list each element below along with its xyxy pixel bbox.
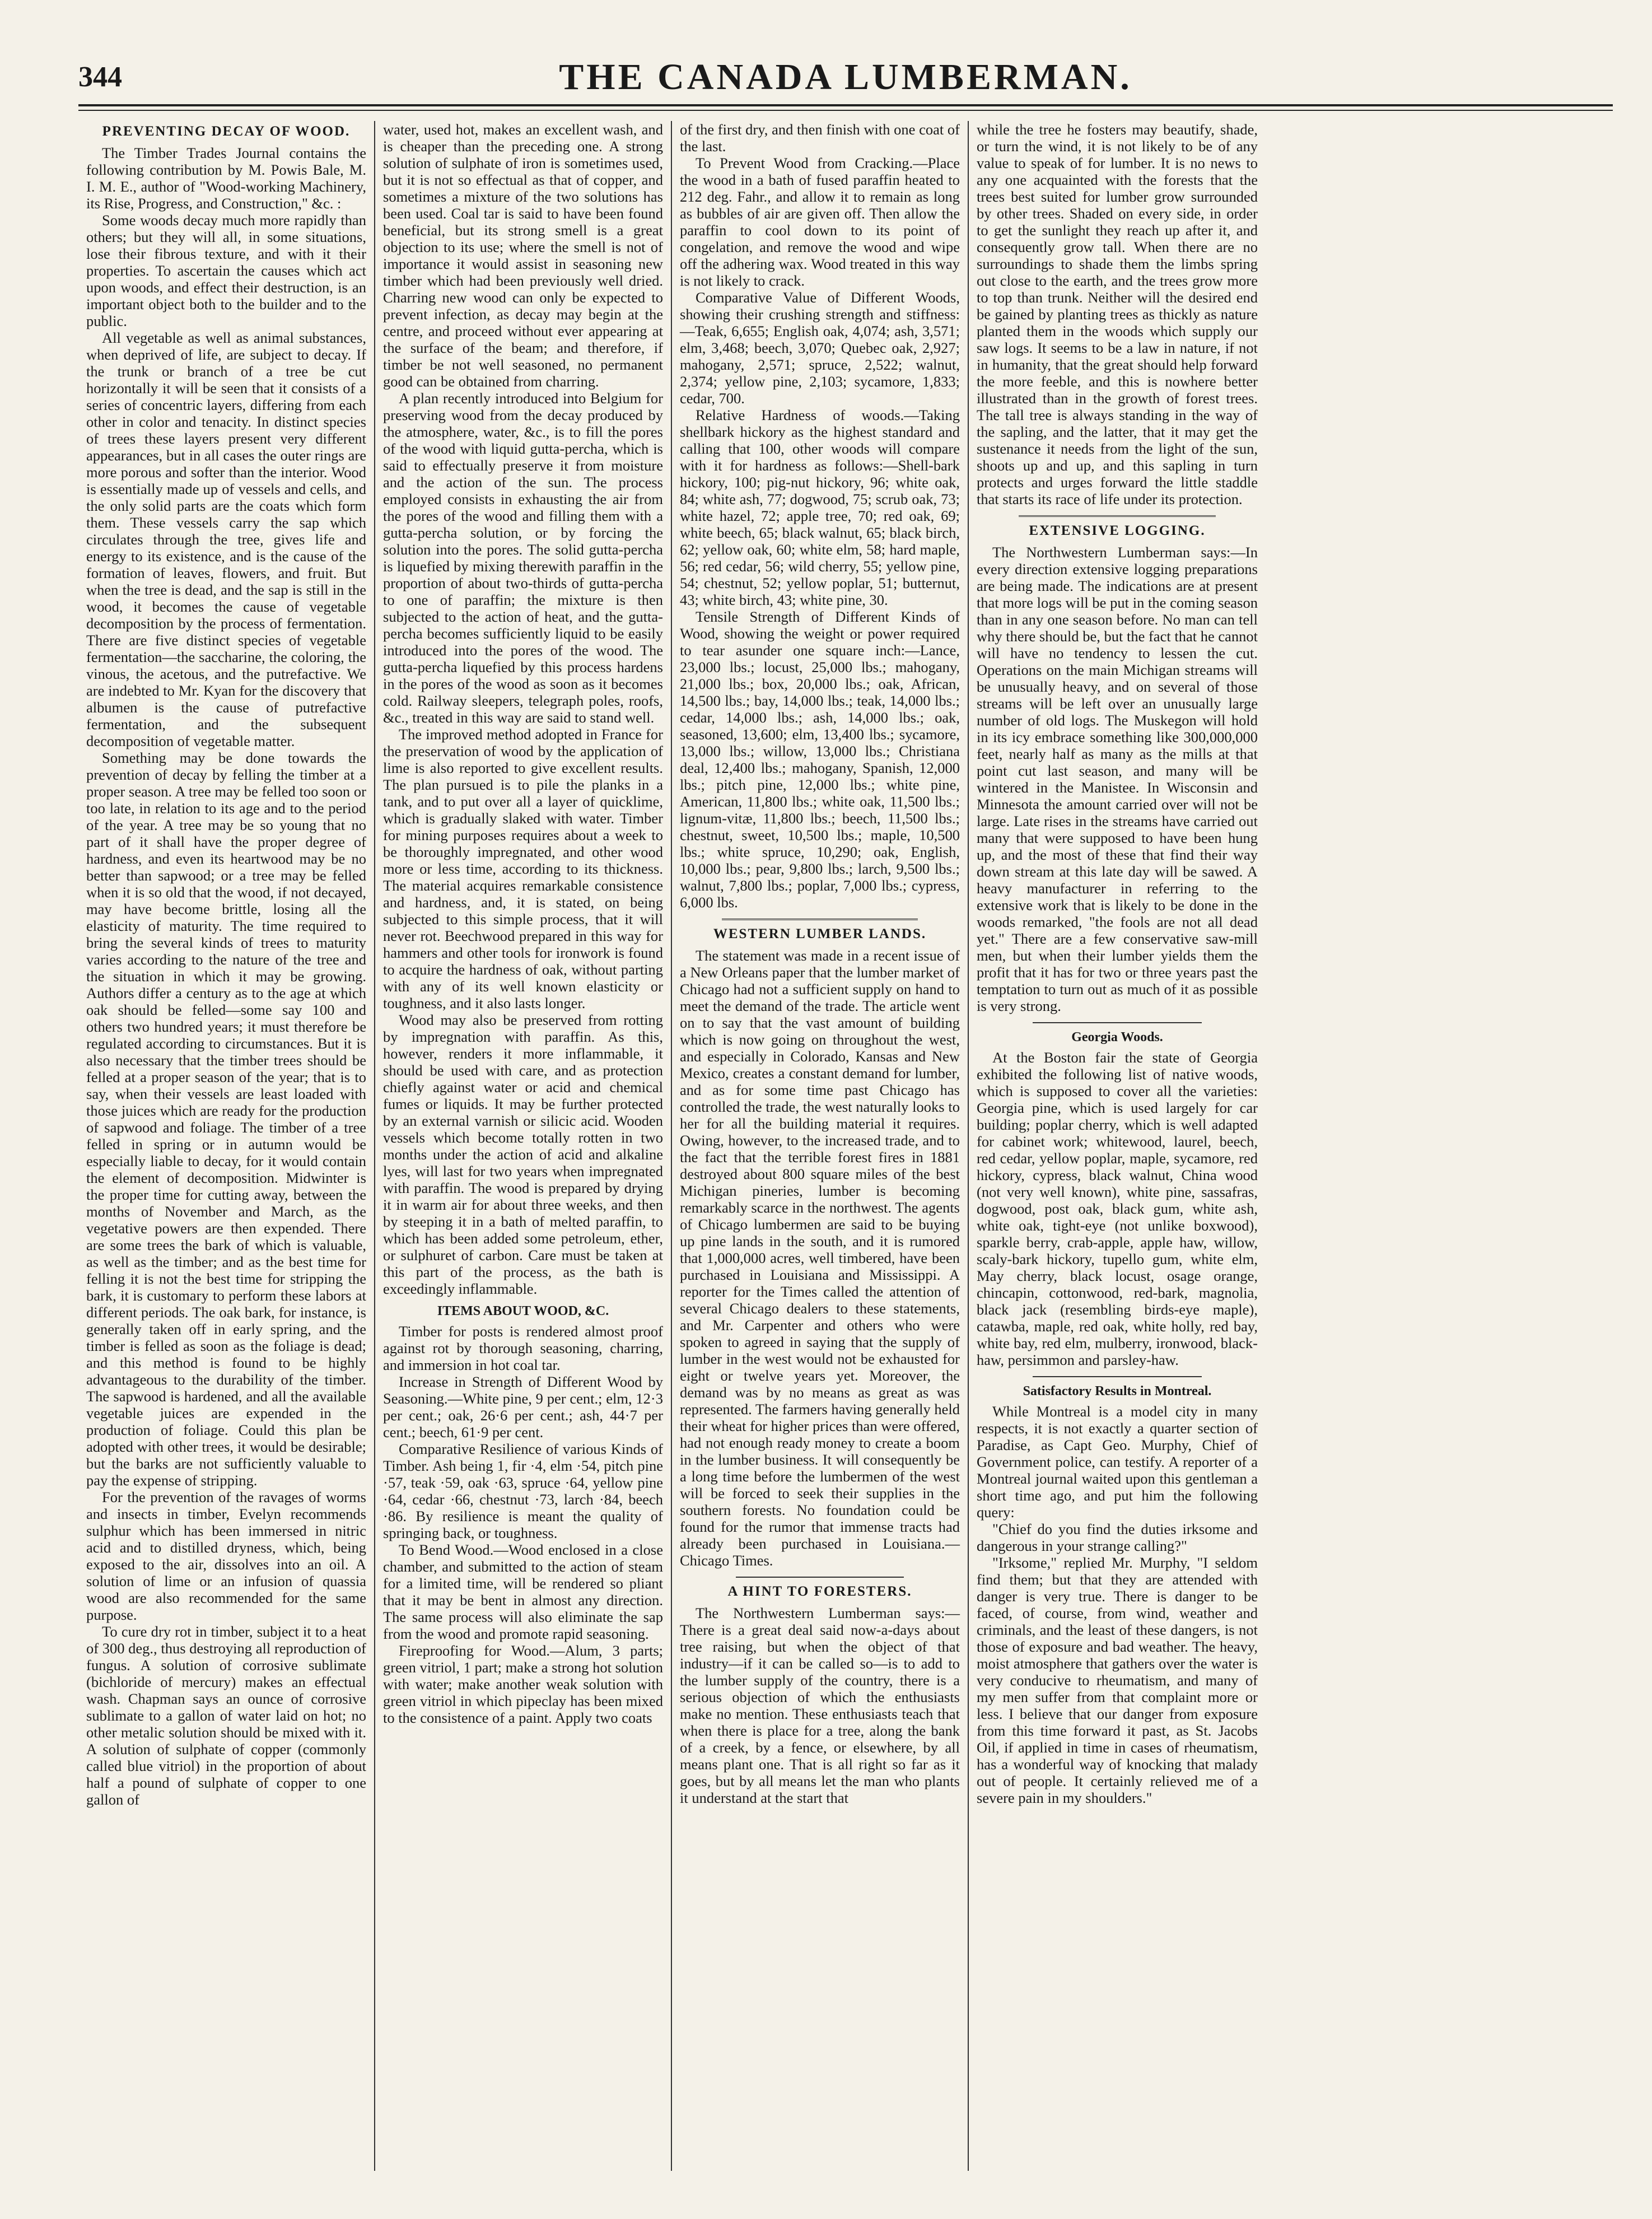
paragraph: The Northwestern Lumberman says:—There is a great deal said now-a-days about tree raising, but when the object of that industry—if it can be called so—is to add to the lumber supply of the country, there is a serious objection of which the enthusiasts make no mention. These enthusiasts teach that when there is place for a tree, along the bank of a creek, by a fence, or elsewhere, by all means plant one. That is all right so far as it goes, but by all means let the man who plants it understand at the start that (680, 1605, 960, 1806)
paragraph: The Timber Trades Journal contains the following contribution by M. Powis Bale, M. I. M. E., author of "Wood-working Machinery, its Rise, Progress, and Construction," &c. : (86, 144, 366, 212)
subhead-items-about-wood: ITEMS ABOUT WOOD, &C. (437, 1304, 609, 1318)
paragraph: Increase in Strength of Different Wood by Seasoning.—White pine, 9 per cent.; elm, 12·3 per cent.; oak, 26·6 per cent.; ash, 44·7 per cent.; beech, 61·9 per cent. (383, 1373, 663, 1441)
column-2 (375, 121, 672, 2171)
paragraph: Relative Hardness of woods.—Taking shellbark hickory as the highest standard and calling that 100, other woods will compare with it for hardness as follows:—Shell-bark hickory, 100; pig-nut hickory, 96; white oak, 84; white ash, 77; dogwood, 75; scrub oak, 73; white hazel, 72; apple tree, 70; red oak, 69; white beech, 65; black walnut, 65; black birch, 62; yellow oak, 60; white elm, 58; hard maple, 56; red cedar, 56; wild cherry, 55; yellow pine, 54; chestnut, 52; yellow poplar, 51; butternut, 43; white birch, 43; white pine, 30. (680, 407, 960, 608)
paragraph: Some woods decay much more rapidly than others; but they will all, in some situations, lose their fibrous texture, and with it their properties. To ascertain the causes which act upon woods, and effect their destruction, is an important object both to the builder and to the public. (86, 212, 366, 329)
article-columns (78, 121, 1613, 2171)
page-number: 344 (78, 61, 122, 93)
section-divider (1033, 1022, 1201, 1023)
paragraph: While Montreal is a model city in many respects, it is not exactly a quarter section of Paradise, as Capt Geo. Murphy, Chief of Government police, can testify. A reporter of a Montreal journal waited upon this gentleman a short time ago, and put him the following query: (977, 1403, 1258, 1521)
paragraph: of the first dry, and then finish with one coat of the last. (680, 121, 960, 155)
headline-extensive-logging: EXTENSIVE LOGGING. (1029, 523, 1206, 538)
paragraph: Timber for posts is rendered almost proof against rot by thorough seasoning, charring, and immersion in hot coal tar. (383, 1323, 663, 1373)
paragraph: To Bend Wood.—Wood enclosed in a close chamber, and submitted to the action of steam for a limited time, will be rendered so pliant that it may be bent in almost any direction. The same process will also eliminate the sap from the wood and promote rapid seasoning. (383, 1541, 663, 1642)
paragraph: A plan recently introduced into Belgium for preserving wood from the decay produced by the atmosphere, water, &c., is to fill the pores of the wood with liquid gutta-percha, which is said to effectually preserve it from moisture and the action of the sun. The process employed consists in exhausting the air from the pores of the wood and filling them with a gutta-percha solution, or by forcing the solution into the pores. The solid gutta-percha is liquefied by mixing therewith paraffin in the proportion of about two-thirds of gutta-percha to one of paraffin; the mixture is then subjected to the action of heat, and the gutta-percha becomes sufficiently liquid to be easily introduced into the pores of the wood. The gutta-percha liquefied by this process hardens in the pores of the wood as soon as it becomes cold. Railway sleepers, telegraph poles, roofs, &c., treated in this way are said to stand well. (383, 390, 663, 726)
paragraph: Wood may also be preserved from rotting by impregnation with paraffin. As this, however, renders it more inflammable, it should be used with care, and as protection chiefly against water or acid and chemical fumes or liquids. It may be further protected by an external varnish or silicic acid. Wooden vessels which become totally rotten in two months under the action of acid and alkaline lyes, will last for two years when impregnated with paraffin. The wood is prepared by drying it in warm air for about three weeks, and then by steeping it in a bath of melted paraffin, to which has been added some petroleum, ether, or sulphuret of carbon. Care must be taken at this part of the process, as the bath is exceedingly inflammable. (383, 1011, 663, 1297)
paragraph: All vegetable as well as animal substances, when deprived of life, are subject to decay. If the trunk or branch of a tree be cut horizontally it will be seen that it consists of a series of concentric layers, differing from each other in color and tenacity. In distinct species of trees these layers present very different appearances, but in all cases the outer rings are more porous and softer than the interior. Wood is essentially made up of vessels and cells, and the only solid parts are the coats which form them. These vessels carry the sap which circulates through the tree, gives life and energy to its existence, and is the cause of the formation of leaves, flowers, and fruit. But when the tree is dead, and the sap is still in the wood, it becomes the cause of vegetable decomposition by the process of fermentation. There are five distinct species of vegetable fermentation—the saccharine, the coloring, the vinous, the acetous, and the putrefactive. We are indebted to Mr. Kyan for the discovery that albumen is the cause of putrefactive fermentation, and the subsequent decomposition of vegetable matter. (86, 329, 366, 749)
paragraph: The improved method adopted in France for the preservation of wood by the application of lime is also reported to give excellent results. The plan pursued is to pile the planks in a tank, and to put over all a layer of quicklime, which is gradually slaked with water. Timber for mining purposes requires about a week to be thoroughly impregnated, and other wood more or less time, according to its thickness. The material acquires remarkable consistence and hardness, and, it is stated, on being subjected to this simple process, that it will never rot. Beechwood prepared in this way for hammers and other tools for ironwork is found to acquire the hardness of oak, without parting with any of its well known elasticity or toughness, and it also lasts longer. (383, 726, 663, 1011)
headline-western-lumber-lands: WESTERN LUMBER LANDS. (713, 926, 927, 941)
paragraph: The Northwestern Lumberman says:—In every direction extensive logging preparations are being made. The indications are at present that more logs will be put in the coming season than in any one season before. No man can tell why there should be, but the fact that he cannot will have no tendency to lessen the cut. Operations on the main Michigan streams will be unusually heavy, and on several of those streams will be left over an unusually large number of old logs. The Muskegon will hold in its icy embrace something like 300,000,000 feet, nearly half as many as the mills at that point cut last season, and many will be wintered in the Manistee. In Wisconsin and Minnesota the amount carried over will not be large. Late rises in the streams have carried out many that were supposed to have been hung up, and the most of these that find their way down stream at this late day will be sawed. A heavy manufacturer in referring to the extensive work that is likely to be done in the woods remarked, "the fools are not all dead yet." There are a few conservative saw-mill men, but when their lumber yields them the profit that it has for two or three years past the temptation to turn out as much of it as possible is very strong. (977, 544, 1258, 1014)
paragraph: To Prevent Wood from Cracking.—Place the wood in a bath of fused paraffin heated to 212 deg. Fahr., and allow it to remain as long as bubbles of air are given off. Then allow the paraffin to cool down to its point of congelation, and remove the wood and wipe off the adhering wax. Wood treated in this way is not likely to crack. (680, 155, 960, 289)
paragraph: Comparative Resilience of various Kinds of Timber. Ash being 1, fir ·4, elm ·54, pitch pine ·57, teak ·59, oak ·63, spruce ·64, yellow pine ·64, cedar ·66, chestnut ·73, larch ·84, beech ·86. By resilience is meant the quality of springing back, or toughness. (383, 1441, 663, 1541)
masthead-rule (78, 104, 1613, 111)
column-3 (672, 121, 969, 2171)
paragraph: water, used hot, makes an excellent wash, and is cheaper than the preceding one. A strong solution of sulphate of iron is sometimes used, but it is not so effectual as that of copper, and sometimes a mixture of the two solutions has been used. Coal tar is said to have been found beneficial, but its strong smell is a great objection to its use; where the smell is not of importance it would assist in seasoning new timber which had been previously well dried. Charring new wood can only be expected to prevent infection, as decay may begin at the centre, and proceed without ever appearing at the surface of the beam; and therefore, if timber be not well seasoned, no permanent good can be obtained from charring. (383, 121, 663, 390)
headline-hint-to-foresters: A HINT TO FORESTERS. (727, 1584, 912, 1599)
paragraph: To cure dry rot in timber, subject it to a heat of 300 deg., thus destroying all reproduction of fungus. A solution of corrosive sublimate (bichloride of mercury) makes an effectual wash. Chapman says an ounce of corrosive sublimate to a gallon of water laid on hot; no other metalic solution should be mixed with it. A solution of sulphate of copper (commonly called blue vitriol) in the proportion of about half a pound of sulphate of copper to one gallon of (86, 1623, 366, 1808)
newspaper-page (78, 50, 1613, 2190)
paragraph: "Irksome," replied Mr. Murphy, "I seldom find them; but that they are attended with danger is very true. There is danger to be faced, of course, from wind, weather and criminals, and the least of these dangers, is not those of exposure and bad weather. The heavy, moist atmosphere that gathers over the water is very conducive to rheumatism, and many of my men suffer from that complaint more or less. I believe that our danger from exposure from this time forward it past, as St. Jacobs Oil, if applied in time in cases of rheumatism, has a wonderful way of knocking that malady out of people. It certainly relieved me of a severe pain in my shoulders." (977, 1554, 1258, 1806)
paragraph: Comparative Value of Different Woods, showing their crushing strength and stiffness:—Teak, 6,655; English oak, 4,074; ash, 3,571; elm, 3,468; beech, 3,070; Quebec oak, 2,927; mahogany, 2,571; spruce, 2,522; walnut, 2,374; yellow pine, 2,103; sycamore, 1,833; cedar, 700. (680, 289, 960, 407)
col1-body (86, 144, 366, 1808)
section-divider (1033, 1376, 1201, 1377)
headline-montreal: Satisfactory Results in Montreal. (1023, 1384, 1212, 1398)
masthead (78, 50, 1613, 101)
section-divider (736, 1577, 904, 1578)
paragraph: For the prevention of the ravages of worms and insects in timber, Evelyn recommends sulphur which has been immersed in nitric acid and to distilled dryness, which, being exposed to the air, dissolves into an oil. A solution of lime or an infusion of quassia wood are also recommended for the same purpose. (86, 1489, 366, 1623)
section-divider (1019, 515, 1215, 517)
headline-preventing-decay: PREVENTING DECAY OF WOOD. (102, 124, 351, 139)
paragraph: At the Boston fair the state of Georgia exhibited the following list of native woods, which is supposed to cover all the varieties: Georgia pine, which is used largely for car building; poplar cherry, which is well adapted for cabinet work; whitewood, laurel, beech, red cedar, yellow poplar, maple, sycamore, red hickory, cypress, black walnut, China wood (not very well known), white pine, sassafras, dogwood, post oak, black gum, white ash, white oak, tight-eye (not unlike boxwood), sparkle berry, crab-apple, apple haw, willow, scaly-bark hickory, tupello gum, white elm, May cherry, black locust, osage orange, chincapin, cottonwood, red-bark, magnolia, black jack (resembling birds-eye maple), catawba, maple, red oak, white holly, red bay, white bay, red elm, mulberry, ironwood, black-haw, persimmon and parsley-haw. (977, 1049, 1258, 1368)
paragraph: Fireproofing for Wood.—Alum, 3 parts; green vitriol, 1 part; make a strong hot solution with water; make another weak solution with green vitriol in which pipeclay has been mixed to the consistence of a paint. Apply two coats (383, 1642, 663, 1726)
paragraph: The statement was made in a recent issue of a New Orleans paper that the lumber market of Chicago had not a sufficient supply on hand to meet the demand of the trade. The article went on to say that the vast amount of building which is now going on throughout the west, and especially in Colorado, Kansas and New Mexico, creates a constant demand for lumber, and as for some time past Chicago has controlled the trade, the west naturally looks to her for all the building material it requires. Owing, however, to the increased trade, and to the fact that the terrible forest fires in 1881 destroyed about 800 square miles of the best Michigan pineries, lumber is becoming remarkably scarce in the northwest. The agents of Chicago lumbermen are said to be buying up pine lands in the south, and it is rumored that 1,000,000 acres, well timbered, have been purchased in Louisiana and Mississippi. A reporter for the Times called the attention of several Chicago dealers to these statements, and Mr. Carpenter and others who were spoken to agreed in saying that the supply of lumber in the west would not be exhausted for eight or twelve years yet. Moreover, the demand was by no means as great as was represented. The farmers having generally held their wheat for higher prices than were offered, had not enough ready money to create a boom in the lumber business. It will consequently be a long time before the lumbermen of the west will be forced to seek their supplies in the southern forests. No foundation could be found for the rumor that immense tracts had already been purchased in Louisiana.—Chicago Times. (680, 947, 960, 1569)
paragraph: while the tree he fosters may beautify, shade, or turn the wind, it is not likely to be of any value to speak of for lumber. It is no news to any one acquainted with the forests that the trees best suited for lumber grow surrounded by other trees. Shaded on every side, in order to get the sunlight they reach up after it, and consequently grow tall. When there are no surroundings to shade them the limbs spring out close to the earth, and the trees grow more to top than trunk. Neither will the desired end be gained by planting trees as thickly as nature planted them in the woods which supply our saw logs. It seems to be a law in nature, if not in humanity, that the great should help forward the more feeble, and this is nowhere better illustrated than in the growth of forest trees. The tall tree is always standing in the way of the sapling, and the latter, that it may get the sustenance it needs from the light of the sun, shoots up and up, and this sapling in turn protects and urges forward the little staddle that starts its race of life under its protection. (977, 121, 1258, 507)
paragraph: Tensile Strength of Different Kinds of Wood, showing the weight or power required to tear asunder one square inch:—Lance, 23,000 lbs.; locust, 25,000 lbs.; mahogany, 21,000 lbs.; box, 20,000 lbs.; oak, African, 14,500 lbs.; bay, 14,000 lbs.; teak, 14,000 lbs.; cedar, 14,000 lbs.; ash, 14,000 lbs.; oak, seasoned, 13,600; elm, 13,400 lbs.; sycamore, 13,000 lbs.; willow, 13,000 lbs.; Christiana deal, 12,400 lbs.; mahogany, Spanish, 12,000 lbs.; pitch pine, 12,000 lbs.; white pine, American, 11,800 lbs.; white oak, 11,500 lbs.; lignum-vitæ, 11,800 lbs.; beech, 11,500 lbs.; chestnut, sweet, 10,500 lbs.; maple, 10,500 lbs.; white spruce, 10,290; oak, English, 10,000 lbs.; pear, 9,800 lbs.; larch, 9,500 lbs.; walnut, 7,800 lbs.; poplar, 7,000 lbs.; cypress, 6,000 lbs. (680, 608, 960, 911)
paragraph: Something may be done towards the prevention of decay by felling the timber at a proper season. A tree may be felled too soon or too late, in relation to its age and to the period of the year. A tree may be so young that no part of it shall have the proper degree of hardness, and even its heartwood may be no better than sapwood; or a tree may be felled when it is so old that the wood, if not decayed, may have become brittle, losing all the elasticity of maturity. The time required to bring the several kinds of trees to maturity varies according to the nature of the tree and the situation in which it may be growing. Authors differ a century as to the age at which oak should be felled—some say 100 and others two hundred years; it must therefore be regulated according to circumstances. But it is also necessary that the timber trees should be felled at a proper season of the year; that is to say, when their vessels are least loaded with those juices which are ready for the production of sapwood and foliage. The timber of a tree felled in spring or in autumn would be especially liable to decay, for it would contain the element of decomposition. Midwinter is the proper time for cutting away, between the months of November and March, as the vegetative powers are then expended. There are some trees the bark of which is valuable, as well as the timber; and as the best time for felling it is not the best time for stripping the bark, it is customary to perform these labors at different periods. The oak bark, for instance, is generally taken off in early spring, and the timber is felled as soon as the foliage is dead; and this method is found to be highly advantageous to the durability of the timber. The sapwood is hardened, and all the available vegetable juices are expended in the production of foliage. Could this plan be adopted with other trees, it would be desirable; but the barks are not sufficiently valuable to pay the expense of stripping. (86, 749, 366, 1489)
paragraph: "Chief do you find the duties irksome and dangerous in your strange calling?" (977, 1521, 1258, 1554)
column-4 (969, 121, 1266, 2171)
newspaper-title: THE CANADA LUMBERMAN. (559, 57, 1132, 97)
column-1 (78, 121, 375, 2171)
headline-georgia-woods: Georgia Woods. (1071, 1030, 1163, 1045)
section-divider (722, 919, 918, 920)
